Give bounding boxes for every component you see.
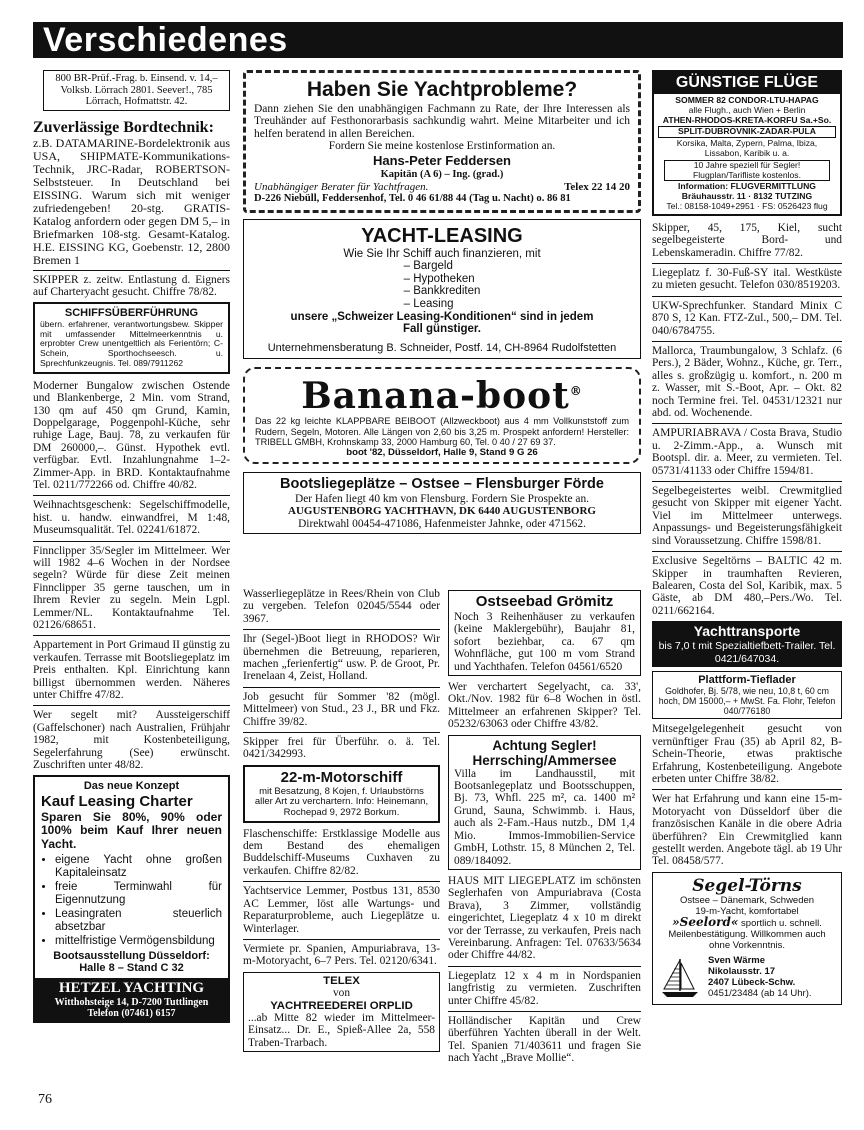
ad-vermiete: Vermiete pr. Spanien, Ampuriabrava, 13-m-Motoryacht, 6–7 Pers. Tel. 02120/6341.	[243, 942, 440, 968]
ad-telex-name: YACHTREEDEREI ORPLID	[270, 999, 413, 1012]
mid-subcol-left	[243, 588, 440, 1052]
ad-schiffsueberfuehrung-text: übern. erfahrener, verantwortungsbew. Skipper mit umfassender Mittelmeerkenntnis u. erprobter Crew unentgeltlich als Ferientörn; C-Schein, Sporthochseesch. u. Sprechfunkzeugnis. Tel. 089/7911262	[40, 318, 223, 368]
ad-hetzel-yachting	[33, 775, 230, 1022]
ad-yachtprobleme-text: Dann ziehen Sie den unabhängigen Fachmann zu Rate, der Ihre Interessen als Treuhänder auf Festhonorarbasis sachkundig wahrt. Meine Mitarbeiter und ich helfen beratend in allen Bereichen.	[254, 103, 630, 140]
ad-st-addr: Nikolausstr. 17	[708, 966, 776, 978]
ad-yachtprobleme	[243, 70, 641, 213]
ad-gf-line4: SPLIT-DUBROVNIK-ZADAR-PULA	[658, 126, 836, 138]
ad-gf-tel: Tel.: 08158-1049+2951 · FS: 0526423 flug	[666, 200, 828, 211]
ad-achtung-title: Achtung Segler!	[492, 737, 597, 753]
ad-gf-line1: SOMMER 82 CONDOR-LTU-HAPAG	[675, 95, 819, 105]
ad-yt-text: bis 7,0 t mit Spezialtiefbett-Trailer. Tel. 0421/647034.	[658, 640, 836, 665]
ad-mitsegelgelegenheit: Mitsegelgelegenheit gesucht von vernünftiger Frau (35) ab April 82, B-Schein-Theorie, etwas praktische Erfahrung, Kostenbeteiligung. Angebote erbeten unter Chiffre 38/82.	[652, 723, 842, 785]
ad-bootsliegeplaetze-tel: Direktwahl 00454-471086, Hafenmeister Jahnke, oder 471562.	[298, 517, 586, 530]
ad-st-text1: Ostsee – Dänemark, Schweden	[679, 894, 815, 906]
ad-gf-line3: ATHEN-RHODOS-KRETA-KORFU Sa.+So.	[662, 114, 832, 125]
ad-hollaendischer-kapitaen: Holländischer Kapitän und Crew überführen Yachten überall in der Welt. Tel. Spanien 71/403611 und fragen Sie nach Yacht „Brave Mollie“.	[448, 1014, 641, 1065]
ad-motorschiff	[243, 765, 440, 823]
ad-mallorca: Mallorca, Traumbungalow, 3 Schlafz. (6 Pers.), 2 Bäder, Wohnz., Küche, gr. Terr., alles s. großzügig u. komfort., n. 200 m z. Wasser, mit S.-Boot, Apr. – Okt. 82 noch Termine frei. Tel. 04531/12321 nur abd. od. Wochenende.	[652, 345, 842, 420]
ad-telex-von: von	[332, 987, 351, 1000]
ad-banana-boot	[243, 367, 641, 464]
section-banner: Verschiedenes	[33, 22, 843, 58]
ad-flaschenschiffe: Flaschenschiffe: Erstklassige Modelle aus dem Bestand des ehemaligen Buddelschiff-Museums Cuxhaven zu verkaufen. Chiffre 82/82.	[243, 827, 440, 877]
ad-yacht-leasing	[243, 219, 641, 359]
ad-hetzel-name: HETZEL YACHTING	[58, 979, 205, 996]
ad-achtung-text: Villa im Landhausstil, mit Bootsanlegeplatz und Bootsschuppen, Bj. 73, Whfl. 225 m², ca. 1400 m² Grund, Sauna, Schwimmb. i. Haus, auch als 2-Fam.-Haus nutzb., DM 1,4 Mio. Immos-Immobilien-Service GmbH, Lothstr. 15, 8 München 2, Tel. 089/184092.	[454, 767, 635, 867]
ad-bordtechnik	[33, 119, 230, 267]
ad-st-text2: 19-m-Yacht, komfortabel	[695, 905, 799, 917]
ad-exclusive-segeltoerns: Exclusive Segeltörns – BALTIC 42 m. Skipper in traumhaften Revieren, Balearen, Costa del Sol, Karibik, max. 5 Gäste, ab DM 480,–Pers./Wo. Tel. 0211/662164.	[652, 555, 842, 617]
ad-konzept-boot: Bootsausstellung Düsseldorf: Halle 8 – Stand C 32	[53, 949, 210, 975]
ad-gf-line6: 10 Jahre speziell für Segler! Flugplan/Tarifliste kostenlos.	[664, 160, 830, 182]
ad-skipper-frei: Skipper frei für Überführ. o. ä. Tel. 0421/342993.	[243, 736, 440, 761]
ad-groemitz-title: Ostseebad Grömitz	[475, 593, 614, 610]
ad-yacht-leasing-addr: Unternehmensberatung B. Schneider, Postf. 14, CH-8964 Rudolfstetten	[267, 341, 617, 354]
ad-pt-text: Goldhofer, Bj. 5/78, wie neu, 10,8 t, 60 cm hoch, DM 15000,– + MwSt. Fa. Flohr, Telefon 040/776180	[658, 686, 836, 717]
ad-yacht-leasing-sub: Wie Sie Ihr Schiff auch finanzieren, mit	[343, 247, 541, 260]
ad-plattform-tieflader	[652, 671, 842, 719]
ad-rhodos: Ihr (Segel-)Boot liegt in RHODOS? Wir übernehmen die Betreuung, reparieren, machen „ferienfertig“ usw. P. de Groot, Pr. Irenelaan 4, Zeist, Holland.	[243, 633, 440, 683]
ad-banana-boot-reg: ®	[569, 384, 583, 399]
ad-yachtprobleme-line1: Unabhängiger Berater für Yachtfragen.	[254, 181, 429, 194]
ad-ampuriabrava: AMPURIABRAVA / Costa Brava, Studio u. 2-Zimm.-App., a. Wunsch mit Bootspl. dir. a. Meer, zu vermieten. Tel. 05731/41133 oder Chiffre 1594/81.	[652, 427, 842, 477]
ad-yachtprobleme-name: Hans-Peter Feddersen	[373, 152, 511, 168]
ad-st-tel: 0451/23484 (ab 14 Uhr).	[708, 987, 812, 999]
ad-bootsliegeplaetze-title: Bootsliegeplätze – Ostsee – Flensburger Förde	[280, 475, 604, 492]
ad-banana-boot-title-wrap	[255, 371, 629, 416]
ad-yacht-leasing-item: – Bargeld	[403, 260, 453, 273]
ad-yachtprobleme-telex: Telex 22 14 20	[564, 181, 630, 194]
ad-yachtprobleme-addr: D-226 Niebüll, Feddersenhof, Tel. 0 46 61/88 44 (Tag u. Nacht) o. 86 81	[254, 193, 571, 205]
ad-banana-boot-text: Das 22 kg leichte KLAPPBARE BEIBOOT (Allzweckboot) aus 4 mm Vollkunststoff zum Rudern, Segeln, Motoren. Alle Längen von 2,60 bis 3,25 m. Prospekt anfordern! Hersteller: TRIBELL GMBH, Krohnskamp 33, 2000 Hamburg 60, Tel. 0 40 / 27 69 37.	[255, 416, 629, 448]
ad-skipper-45: Skipper, 45, 175, Kiel, sucht segelbegeisterte Bord- und Lebenskameradin. Chiffre 77/82.	[652, 221, 842, 259]
ad-yt-title: Yachttransporte	[693, 623, 801, 640]
sailboat-icon	[658, 955, 702, 1001]
ad-yacht-leasing-konditionen: unsere „Schweizer Leasing-Konditionen“ sind in jedem Fall günstiger.	[290, 310, 594, 336]
ad-weihnachtsgeschenk: Weihnachtsgeschenk: Segelschiffmodelle, hist. u. handw. einwandfrei, M 1:48, Museumsqualität. Tel. 02241/61872.	[33, 499, 230, 537]
ad-ukw: UKW-Sprechfunker. Standard Minix C 870 S, 12 Kan. FTZ-Zul., 500,– DM. Tel. 040/6784755.	[652, 299, 842, 337]
ad-yachttransporte	[652, 621, 842, 667]
ad-segelbegeistertes: Segelbegeistertes weibl. Crewmitglied gesucht von Skipper mit eigener Yacht. Viel im Mittelmeer unterwegs. Anpassungs- und Begeisterungsfähigkeit sind Voraussetzung. Chiffre 1598/81.	[652, 485, 842, 547]
ad-hetzel-footer	[35, 978, 228, 1021]
ad-port-grimaud: Appartement in Port Grimaud II günstig zu verkaufen. Terrasse mit Bootsliegeplatz im Preis enthalten. Kpl. Einrichtung kann billigst übernommen werden. Näheres unter Chiffre 47/82.	[33, 639, 230, 702]
ad-wer-verchartert: Wer verchartert Segelyacht, ca. 33', Okt./Nov. 1982 für 6–8 Wochen in östl. Mittelmeer an erfahrenen Skipper? Tel. 05232/63063 oder Chiffre 43/82.	[448, 681, 641, 731]
ad-telex-orplid	[243, 972, 440, 1052]
ad-achtung-sub: Herrsching/Ammersee	[472, 752, 617, 768]
ad-yachtprobleme-fordern: Fordern Sie meine kostenlose Erstinformation an.	[328, 140, 556, 153]
ad-konzept-item: • Leasingraten steuerlich absetzbar	[55, 908, 222, 933]
ad-st-name: Sven Wärme	[708, 955, 766, 967]
ad-motorschiff-title: 22-m-Motorschiff	[280, 768, 403, 786]
ad-yachtservice: Yachtservice Lemmer, Postbus 131, 8530 AC Lemmer, löst alle Wartungs- und Reparaturprobleme, auch Liegeplätze u. Winterlager.	[243, 885, 440, 935]
ad-guenstige-fluege	[652, 70, 842, 216]
ad-konzept-title: Kauf Leasing Charter	[41, 792, 193, 810]
ad-konzept-item: • eigene Yacht ohne großen Kapitaleinsatz	[55, 854, 222, 879]
ad-banana-boot-boot: boot '82, Düsseldorf, Halle 9, Stand 9 G 26	[346, 447, 538, 459]
ad-gf-addr: Bräuhausstr. 11 · 8132 TUTZING	[681, 191, 813, 202]
ad-telex-title: TELEX	[323, 974, 360, 987]
ad-motorschiff-text: mit Besatzung, 8 Kojen, f. Urlaubstörns aller Art zu verchartern. Info: Heinemann, Rochepad 9, 2972 Borkum.	[254, 785, 429, 819]
mid-subcol-right	[448, 590, 641, 1069]
ad-schiffsueberfuehrung-title: SCHIFFSÜBERFÜHRUNG	[64, 307, 199, 320]
ad-groemitz	[448, 590, 641, 676]
page-number: 76	[38, 1092, 52, 1107]
ad-bungalow: Moderner Bungalow zwischen Ostende und Blankenberge, 2 Min. vom Strand, 130 qm auf 450 qm Grund, Kamin, Doppelgarage, Poggenpohl-Küche, sehr ruhige Lage, Bauj. 78, zu verkaufen für DM 260000,–. Günst. Hypothek evtl. verfügbar. Evtl. Inzahlungnahme 1–2-Zimmer-App. in BRD. Kontaktaufnahme Tel. 0211/772266 od. Chiffre 40/82.	[33, 379, 230, 491]
ad-konzept-item: • mittelfristige Vermögensbildung	[55, 935, 222, 948]
ad-bootsliegeplaetze-name: AUGUSTENBORG YACHTHAVN, DK 6440 AUGUSTENBORG	[288, 505, 596, 518]
ad-yacht-leasing-item: – Leasing	[403, 298, 454, 311]
ad-schiffsueberfuehrung	[33, 302, 230, 373]
ad-yachtprobleme-line	[254, 181, 630, 193]
ad-konzept-top: Das neue Konzept	[83, 780, 180, 793]
ad-skipper: SKIPPER z. zeitw. Entlastung d. Eigners auf Charteryacht gesucht. Chiffre 78/82.	[33, 273, 230, 298]
ad-yachtprobleme-kapitaen: Kapitän (A 6) – Ing. (grad.)	[380, 168, 504, 180]
ad-st-city: 2407 Lübeck-Schw.	[708, 976, 796, 988]
ad-gf-line5: Korsika, Malta, Zypern, Palma, Ibiza, Lissabon, Karibik u. a.	[676, 138, 818, 158]
ad-st-contact	[708, 956, 812, 999]
ad-bootsliegeplaetze-text: Der Hafen liegt 40 km von Flensburg. Fordern Sie Prospekte an.	[295, 492, 589, 505]
ad-konzept-item: • freie Terminwahl für Eigennutzung	[55, 881, 222, 906]
ad-br-pruef: 800 BR-Prüf.-Frag. b. Einsend. v. 14,– Volksb. Lörrach 2801. Seever!., 785 Lörrach, Hofmattstr. 42.	[43, 70, 230, 111]
ad-yacht-leasing-list	[404, 260, 481, 310]
ad-segel-toerns	[652, 872, 842, 1005]
ad-gf-line2: alle Flugh., auch Wien + Berlin	[688, 104, 806, 115]
ad-groemitz-text: Noch 3 Reihenhäuser zu verkaufen (keine Maklergebühr), Baujahr 81, sofort beziehbar, ca. 67 qm Wohnfläche, gut 100 m vom Strand und Yachthafen. Telefon 04561/6520	[454, 611, 635, 673]
ad-bordtechnik-text: z.B. DATAMARINE-Bordelektronik aus USA, SHIPMATE-Kommunikations-Technik, JRC-Radar, ROBERTSON-Selbststeuer. In Deutschland bei EISSING. Warum sich mit weniger zufriedengeben! 20-stg. GRATIS-Katalog anfordern oder gegen DM 5,– in Briefmarken 108-stg. Gesamt-Katalog. H.E. EISSING KG, Goebenstr. 12, 2800 Bremen 1	[33, 135, 230, 267]
ad-konzept-sub: Sparen Sie 80%, 90% oder 100% beim Kauf Ihrer neuen Yacht.	[41, 809, 222, 851]
ad-st-text3: sportlich u. schnell. Meilenbestätigung. Willkommen auch ohne Vorkenntnis.	[668, 918, 826, 952]
ad-bootsliegeplaetze	[243, 472, 641, 534]
ad-finnclipper: Finnclipper 35/Segler im Mittelmeer. Wer will 1982 4–6 Wochen in der Nordsee segeln? Würde für diese Zeit meinen Finnclipper 35 gerne tauschen, um in Ihrem Revier zu segeln. Mein Lgpl. Lemmer/NL. Kontaktaufnahme Tel. 02126/68651.	[33, 544, 230, 632]
ad-wer-hat-erfahrung: Wer hat Erfahrung und kann eine 15-m-Motoryacht von Düsseldorf über die französischen Kanäle in die obere Adria überführen? Ein Crewmitglied kann gestellt werden. Angebote tägl. ab 19 Uhr Tel. 08458/577.	[652, 793, 842, 868]
ad-pt-title: Plattform-Tieflader	[698, 673, 796, 686]
ad-st-title: Segel-Törns	[692, 875, 802, 896]
ad-banana-boot-title: Banana-boot	[301, 375, 570, 418]
ad-liegeplatz-30: Liegeplatz f. 30-Fuß-SY ital. Westküste zu mieten gesucht. Telefon 030/8519203.	[652, 266, 842, 292]
ad-konzept-list	[41, 854, 222, 948]
ad-wasserliegeplaetze: Wasserliegeplätze in Rees/Rhein von Club zu vergeben. Telefon 02045/5544 oder 3967.	[243, 588, 440, 625]
ad-yacht-leasing-title: YACHT-LEASING	[361, 224, 523, 247]
ad-job-gesucht: Job gesucht für Sommer '82 (mögl. Mittelmeer) von Stud., 23 J., BR und Fkz. Chiffre 39/82.	[243, 690, 440, 728]
ad-haus-liegeplatz: HAUS MIT LIEGEPLATZ im schönsten Seglerhafen von Ampuriabrava (Costa Brava), 3 Zimmer, vollständig eingerichtet, Liegeplatz 4 x 10 m direkt vor der Terrasse, zu verkaufen, Preis nach Vereinbarung. Anfragen: Tel. 07633/5634 oder Chiffre 44/82.	[448, 874, 641, 962]
ad-wer-segelt-mit: Wer segelt mit? Aussteigerschiff (Gaffelschoner) nach Australien, Frühjahr 1982, mit Kostenbeteiligung, Segelerfahrung (See) erwünscht. Zuschriften unter 48/82.	[33, 709, 230, 772]
ad-yacht-leasing-item: – Bankkrediten	[403, 285, 481, 298]
ad-liegeplatz-nordspanien: Liegeplatz 12 x 4 m in Nordspanien langfristig zu vermieten. Zuschriften unter Chiffre 45/82.	[448, 969, 641, 1007]
ad-achtung-segler	[448, 735, 641, 870]
ad-st-seelord: »Seelord«	[672, 915, 739, 930]
ad-gf-info: Information: FLUGVERMITTLUNG	[678, 181, 816, 192]
ad-yachtprobleme-title: Haben Sie Yachtprobleme?	[306, 78, 578, 101]
ad-yacht-leasing-item: – Hypotheken	[403, 272, 475, 285]
ad-bordtechnik-title: Zuverlässige Bordtechnik:	[33, 118, 214, 136]
ad-hetzel-addr: Witthohsteige 14, D-7200 Tuttlingen Telefon (07461) 6157	[54, 996, 209, 1019]
ad-gf-title: GÜNSTIGE FLÜGE	[654, 72, 840, 94]
ad-telex-text: ...ab Mitte 82 wieder im Mittelmeer-Einsatz... Dr. E., Spieß-Allee 2a, 558 Traben-Trarbach.	[248, 1011, 435, 1049]
